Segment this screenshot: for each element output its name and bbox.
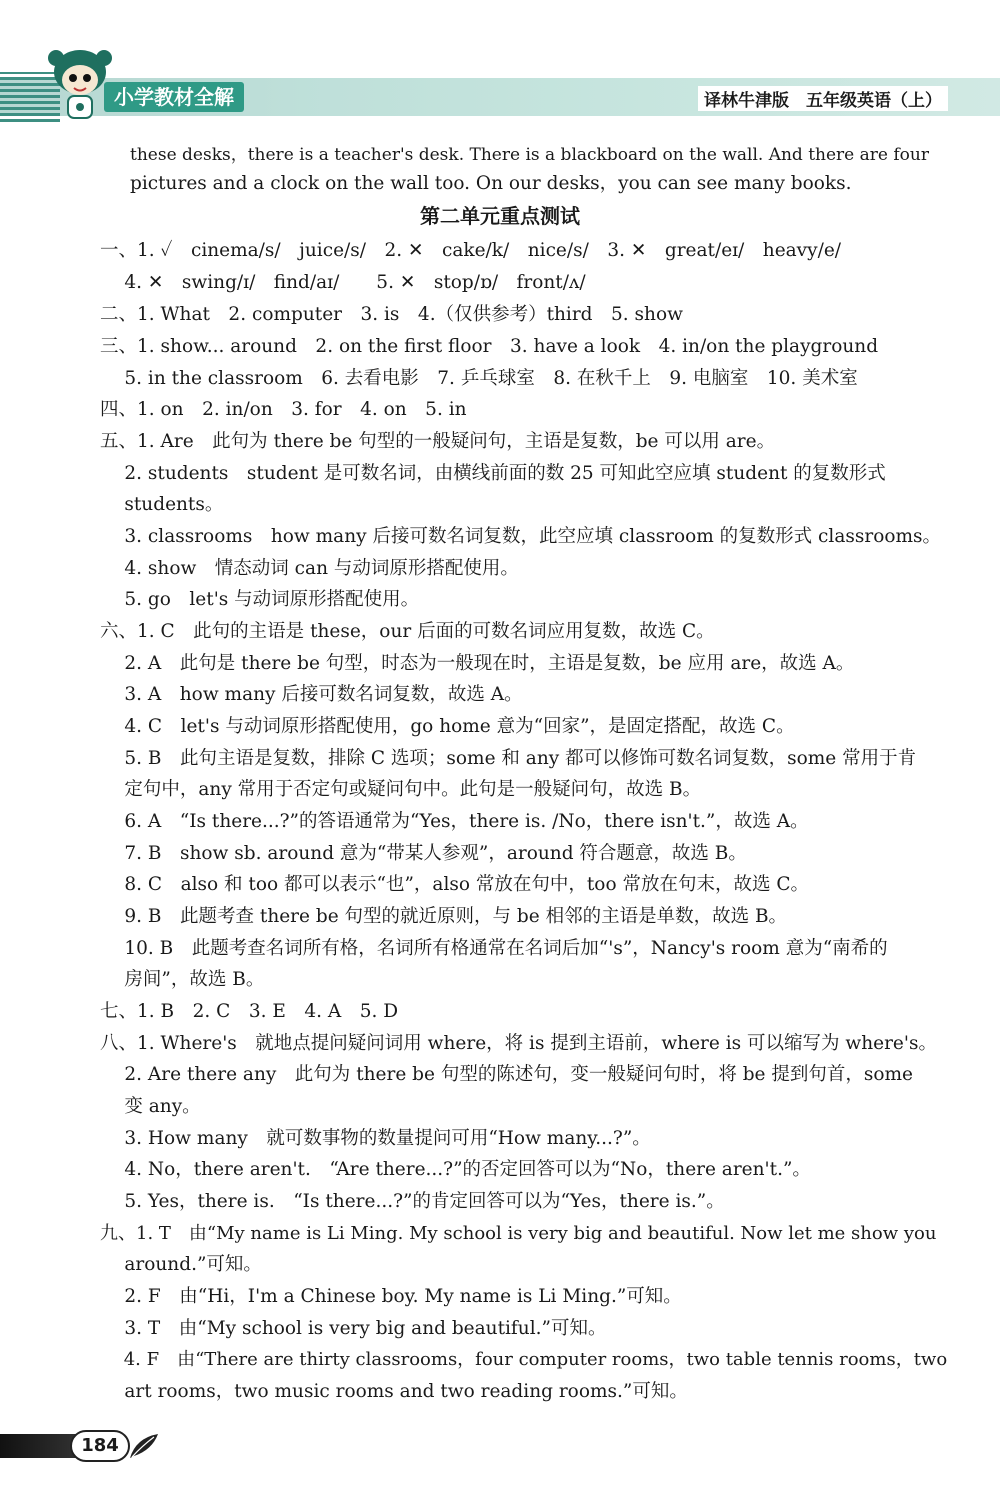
answer-line: 5. B 此句主语是复数，排除 C 选项；some 和 any 都可以修饰可数名词复数，some 常用于肯 [100,748,917,769]
answer-line: art rooms，two music rooms and two reading rooms.”可知。 [100,1381,688,1402]
answer-line: 2. F 由“Hi，I'm a Chinese boy. My name is Li Ming.”可知。 [100,1286,682,1307]
answer-line: 3. T 由“My school is very big and beautiful.”可知。 [100,1318,607,1339]
answer-line: 四、1. on 2. in/on 3. for 4. on 5. in [100,399,467,420]
answer-line: 4. ✕ swing/ɪ/ find/aɪ/ 5. ✕ stop/ɒ/ front/ʌ/ [100,272,586,293]
answer-line: 六、1. C 此句的主语是 these，our 后面的可数名词应用复数，故选 C。 [100,621,715,642]
answer-line: 9. B 此题考查 there be 句型的就近原则，与 be 相邻的主语是单数，故选 B。 [100,906,788,927]
answer-line: 八、1. Where's 就地点提问疑问词用 where，将 is 提到主语前，where is 可以缩写为 where's。 [100,1033,937,1054]
answer-line: 变 any。 [100,1096,201,1117]
series-logo: 小学教材全解 [104,82,244,112]
intro-line: these desks，there is a teacher's desk. There is a blackboard on the wall. And there are four [130,145,929,165]
answer-line: 2. Are there any 此句为 there be 句型的陈述句，变一般疑问句时，将 be 提到句首，some [100,1064,914,1085]
answer-line: 8. C also 和 too 都可以表示“也”，also 常放在句中，too 常放在句末，故选 C。 [100,874,810,895]
answer-line: 2. students student 是可数名词，由横线前面的数 25 可知此空应填 student 的复数形式 [100,463,886,484]
answer-line: 4. show 情态动词 can 与动词原形搭配使用。 [100,558,519,579]
section-title: 第二单元重点测试 [420,204,580,228]
answer-line: 3. classrooms how many 后接可数名词复数，此空应填 classroom 的复数形式 classrooms。 [100,526,942,547]
answer-line: 6. A “Is there...?”的答语通常为“Yes，there is. /No，there isn't.”，故选 A。 [100,811,809,832]
answer-line: 三、1. show... around 2. on the first floor 3. have a look 4. in/on the playground [100,336,879,357]
leaf-icon [128,1432,162,1460]
answer-line: 定句中，any 常用于否定句或疑问句中。此句是一般疑问句，故选 B。 [100,779,702,800]
answer-line: 4. No，there aren't. “Are there...?”的否定回答可以为“No，there aren't.”。 [100,1159,811,1180]
answer-line: 5. go let's 与动词原形搭配使用。 [100,589,420,610]
answer-line: 2. A 此句是 there be 句型，时态为一般现在时，主语是复数，be 应用 are，故选 A。 [100,653,855,674]
answer-line: 五、1. Are 此句为 there be 句型的一般疑问句，主语是复数，be 可以用 are。 [100,431,776,452]
answer-line: 房间”，故选 B。 [100,969,265,990]
answer-line: 7. B show sb. around 意为“带某人参观”，around 符合题意，故选 B。 [100,843,747,864]
answer-line: 5. in the classroom 6. 去看电影 7. 乒乓球室 8. 在秋千上 9. 电脑室 10. 美术室 [100,368,858,389]
answer-line: 10. B 此题考查名词所有格，名词所有格通常在名词后加“'s”，Nancy's room 意为“南希的 [100,938,888,959]
intro-line: pictures and a clock on the wall too. On our desks，you can see many books. [130,173,852,194]
answer-line: 七、1. B 2. C 3. E 4. A 5. D [100,1001,399,1022]
answer-line: 5. Yes，there is. “Is there...?”的肯定回答可以为“Yes，there is.”。 [100,1191,725,1212]
answer-line: 3. A how many 后接可数名词复数，故选 A。 [100,684,523,705]
answer-line: 4. C let's 与动词原形搭配使用，go home 意为“回家”，是固定搭配，故选 C。 [100,716,795,737]
answer-line: 二、1. What 2. computer 3. is 4.（仅供参考）third 5. show [100,304,683,325]
answer-line: 3. How many 就可数事物的数量提问可用“How many...?”。 [100,1128,651,1149]
answer-line: students。 [100,494,224,515]
page-header [0,0,1000,130]
answer-line: 九、1. T 由“My name is Li Ming. My school is very big and beautiful. Now let me show you [100,1223,937,1244]
page-footer [0,1428,1000,1464]
answer-line: 一、1. ✓ cinema/s/ juice/s/ 2. ✕ cake/k/ nice/s/ 3. ✕ great/eɪ/ heavy/e/ [100,240,842,261]
answer-line: 4. F 由“There are thirty classrooms，four computer rooms，two table tennis rooms，two [100,1349,948,1370]
page-number: 184 [70,1430,130,1462]
edition-label: 译林牛津版 五年级英语（上） [698,86,948,111]
answer-line: around.”可知。 [100,1254,262,1275]
